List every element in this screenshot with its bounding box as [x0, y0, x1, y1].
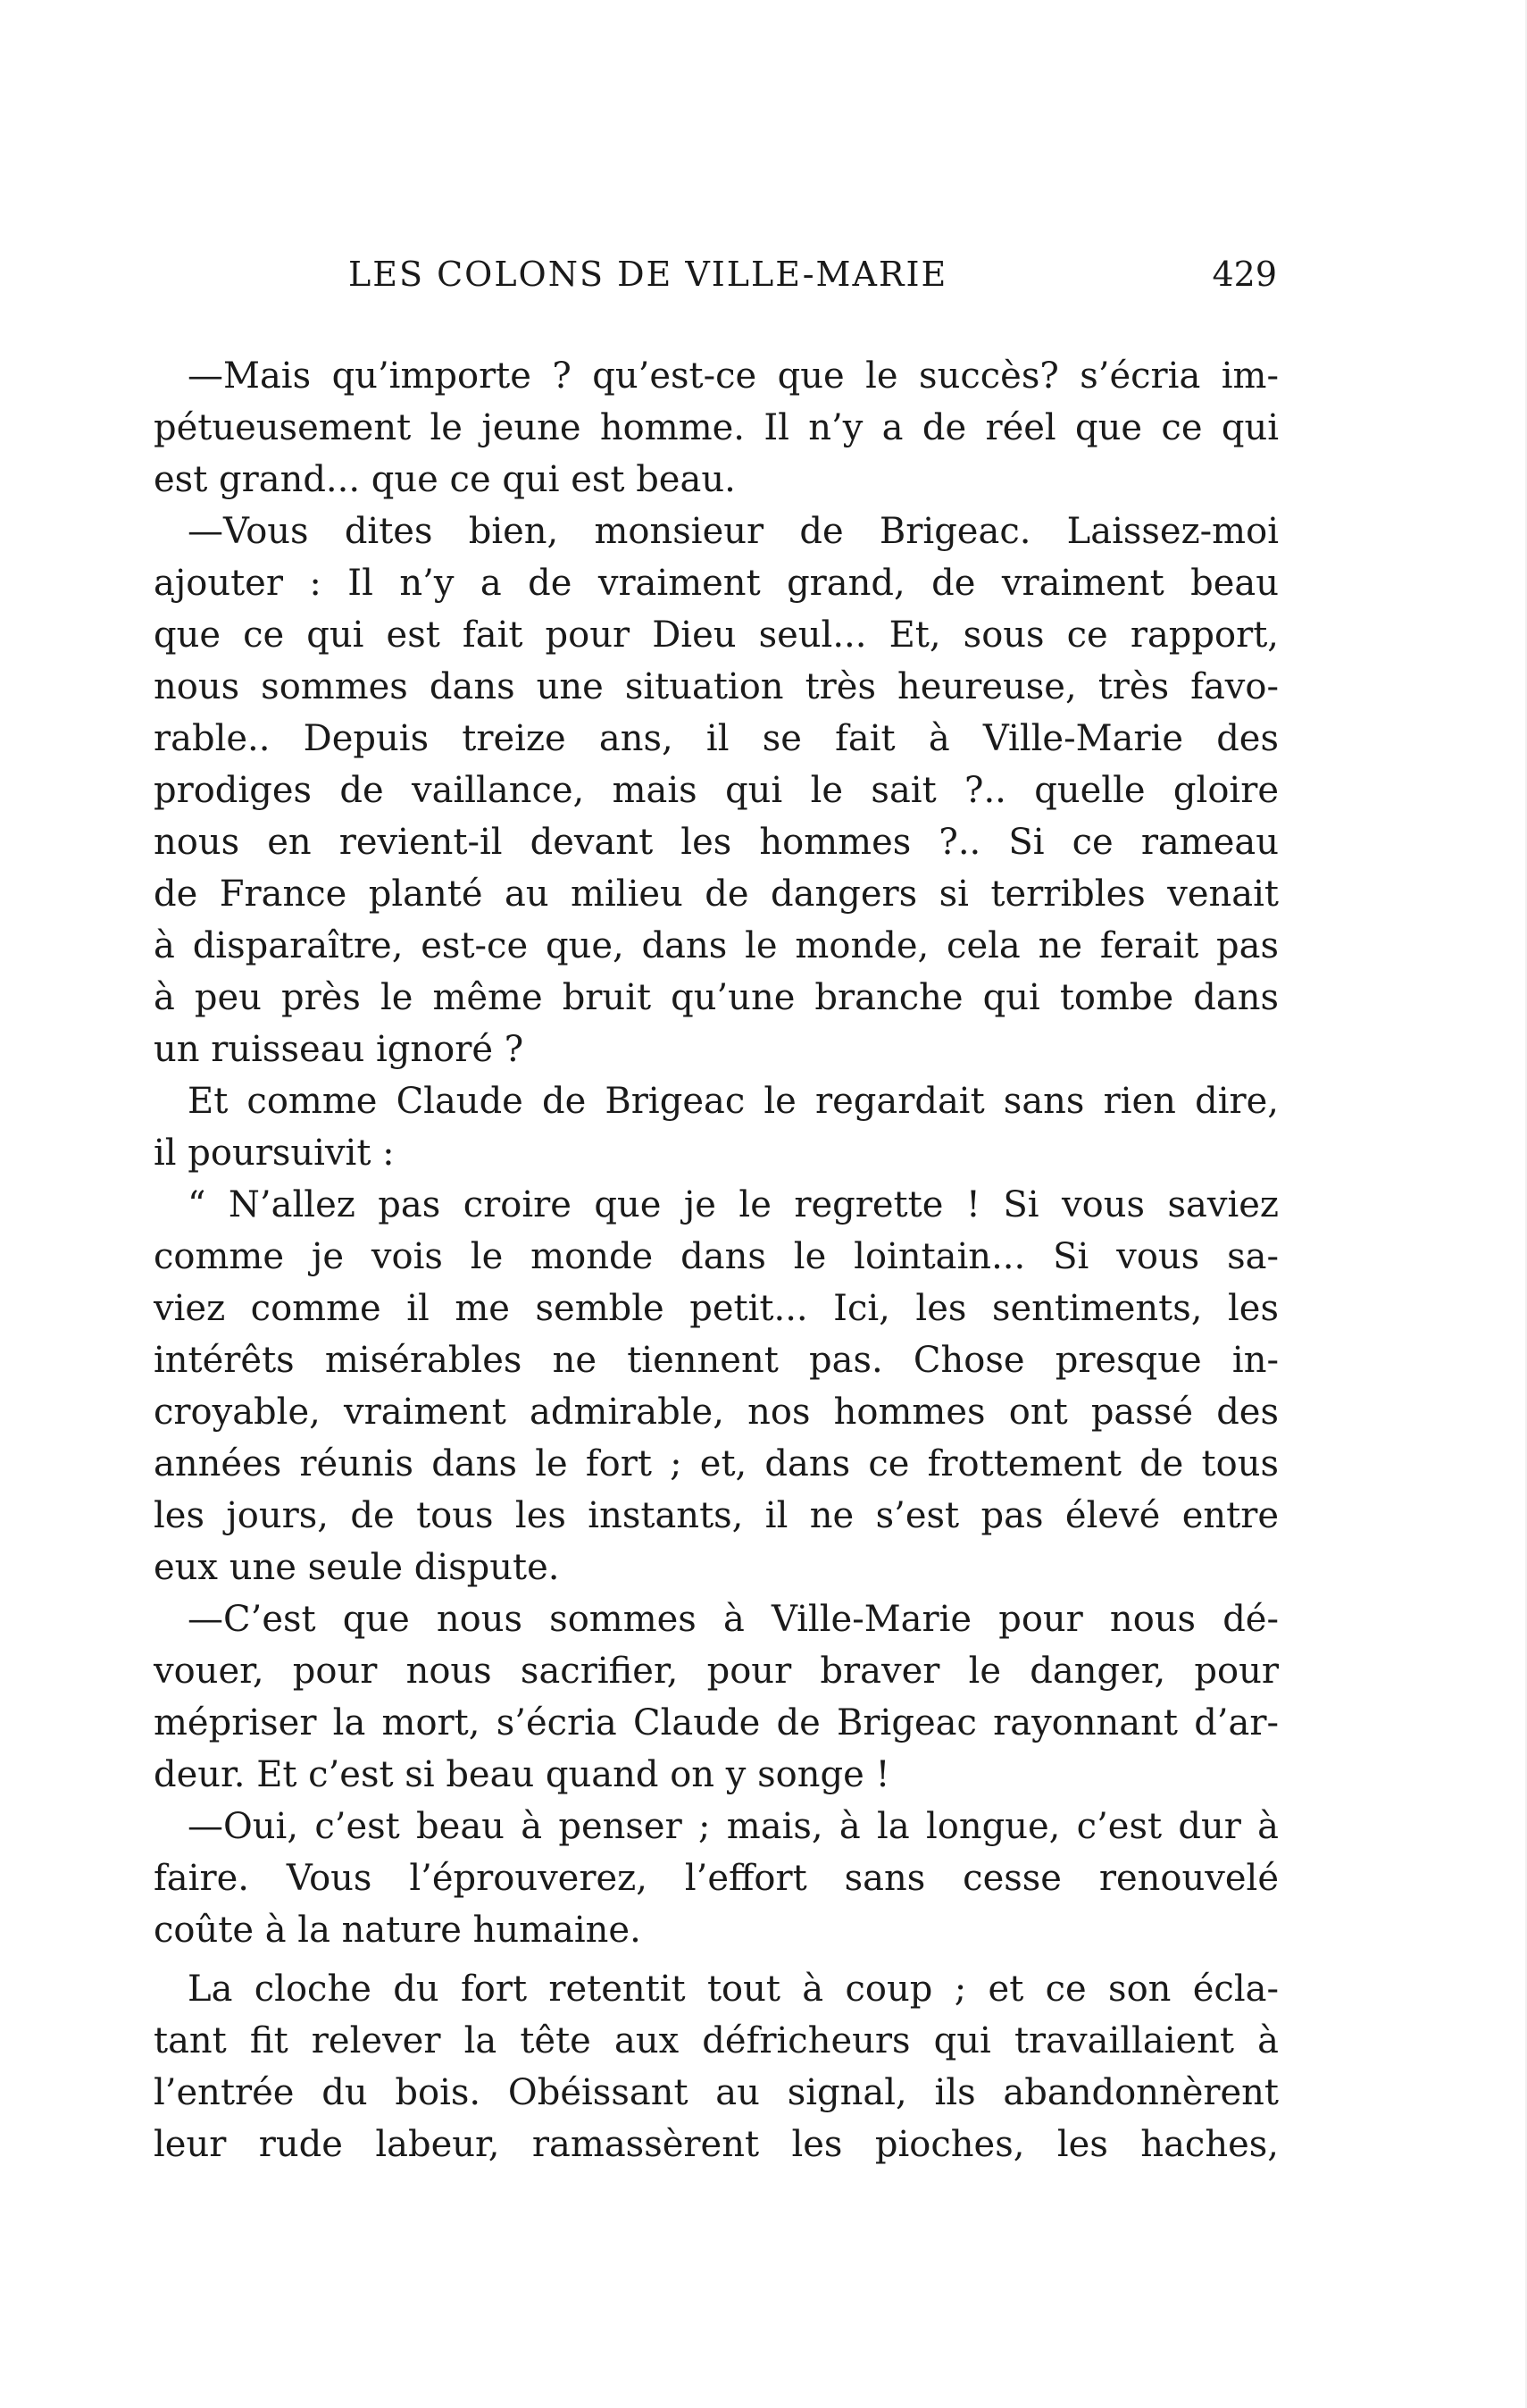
text-line: —C’est que nous sommes à Ville-Marie pour nous dé-: [188, 1599, 1279, 1640]
text-line: eux une seule dispute.: [154, 1547, 560, 1588]
text-line: vouer, pour nous sacrifier, pour braver le danger, pour: [154, 1651, 1279, 1692]
text-line: coûte à la nature humaine.: [154, 1910, 641, 1951]
text-line: “ N’allez pas croire que je le regrette ! Si vous saviez: [188, 1184, 1279, 1225]
text-line: deur. Et c’est si beau quand on y songe !: [154, 1754, 890, 1795]
text-line: leur rude labeur, ramassèrent les pioches, les haches,: [154, 2124, 1279, 2165]
running-title: LES COLONS DE VILLE-MARIE: [348, 255, 948, 294]
text-line: Et comme Claude de Brigeac le regardait sans rien dire,: [188, 1081, 1279, 1122]
text-line: rable.. Depuis treize ans, il se fait à Ville-Marie des: [154, 718, 1279, 759]
text-line: il poursuivit :: [154, 1133, 395, 1174]
text-line: tant fit relever la tête aux défricheurs qui travaillaient à: [154, 2020, 1279, 2061]
text-line: ajouter : Il n’y a de vraiment grand, de vraiment beau: [154, 563, 1279, 604]
text-line: croyable, vraiment admirable, nos hommes ont passé des: [154, 1392, 1279, 1433]
text-line: nous sommes dans une situation très heureuse, très favo-: [154, 666, 1279, 707]
body-text: [154, 350, 1279, 2170]
text-line: un ruisseau ignoré ?: [154, 1029, 524, 1070]
text-line: —Vous dites bien, monsieur de Brigeac. Laissez-moi: [188, 511, 1279, 552]
text-line: que ce qui est fait pour Dieu seul... Et, sous ce rapport,: [154, 615, 1279, 656]
text-line: mépriser la mort, s’écria Claude de Brigeac rayonnant d’ar-: [154, 1702, 1279, 1743]
text-line: à disparaître, est-ce que, dans le monde, cela ne ferait pas: [154, 925, 1279, 966]
text-line: —Oui, c’est beau à penser ; mais, à la longue, c’est dur à: [188, 1806, 1279, 1847]
page-header: [348, 255, 1277, 308]
text-line: nous en revient-il devant les hommes ?.. Si ce rameau: [154, 822, 1279, 863]
text-line: pétueusement le jeune homme. Il n’y a de réel que ce qui: [154, 407, 1279, 448]
text-line: —Mais qu’importe ? qu’est-ce que le succès? s’écria im-: [188, 355, 1279, 397]
text-line: à peu près le même bruit qu’une branche qui tombe dans: [154, 977, 1279, 1018]
text-line: faire. Vous l’éprouverez, l’effort sans cesse renouvelé: [154, 1858, 1279, 1899]
text-line: années réunis dans le fort ; et, dans ce frottement de tous: [154, 1443, 1279, 1484]
text-line: les jours, de tous les instants, il ne s’est pas élevé entre: [154, 1495, 1279, 1536]
text-line: l’entrée du bois. Obéissant au signal, ils abandonnèrent: [154, 2072, 1279, 2113]
page-number: 429: [1212, 255, 1277, 294]
text-line: prodiges de vaillance, mais qui le sait ?.. quelle gloire: [154, 770, 1279, 811]
text-line: viez comme il me semble petit... Ici, les sentiments, les: [154, 1288, 1279, 1329]
text-line: comme je vois le monde dans le lointain... Si vous sa-: [154, 1236, 1279, 1277]
text-line: est grand... que ce qui est beau.: [154, 459, 736, 500]
text-line: intérêts misérables ne tiennent pas. Chose presque in-: [154, 1340, 1279, 1381]
text-line: La cloche du fort retentit tout à coup ; et ce son écla-: [188, 1969, 1279, 2010]
text-line: de France planté au milieu de dangers si terribles venait: [154, 874, 1279, 915]
